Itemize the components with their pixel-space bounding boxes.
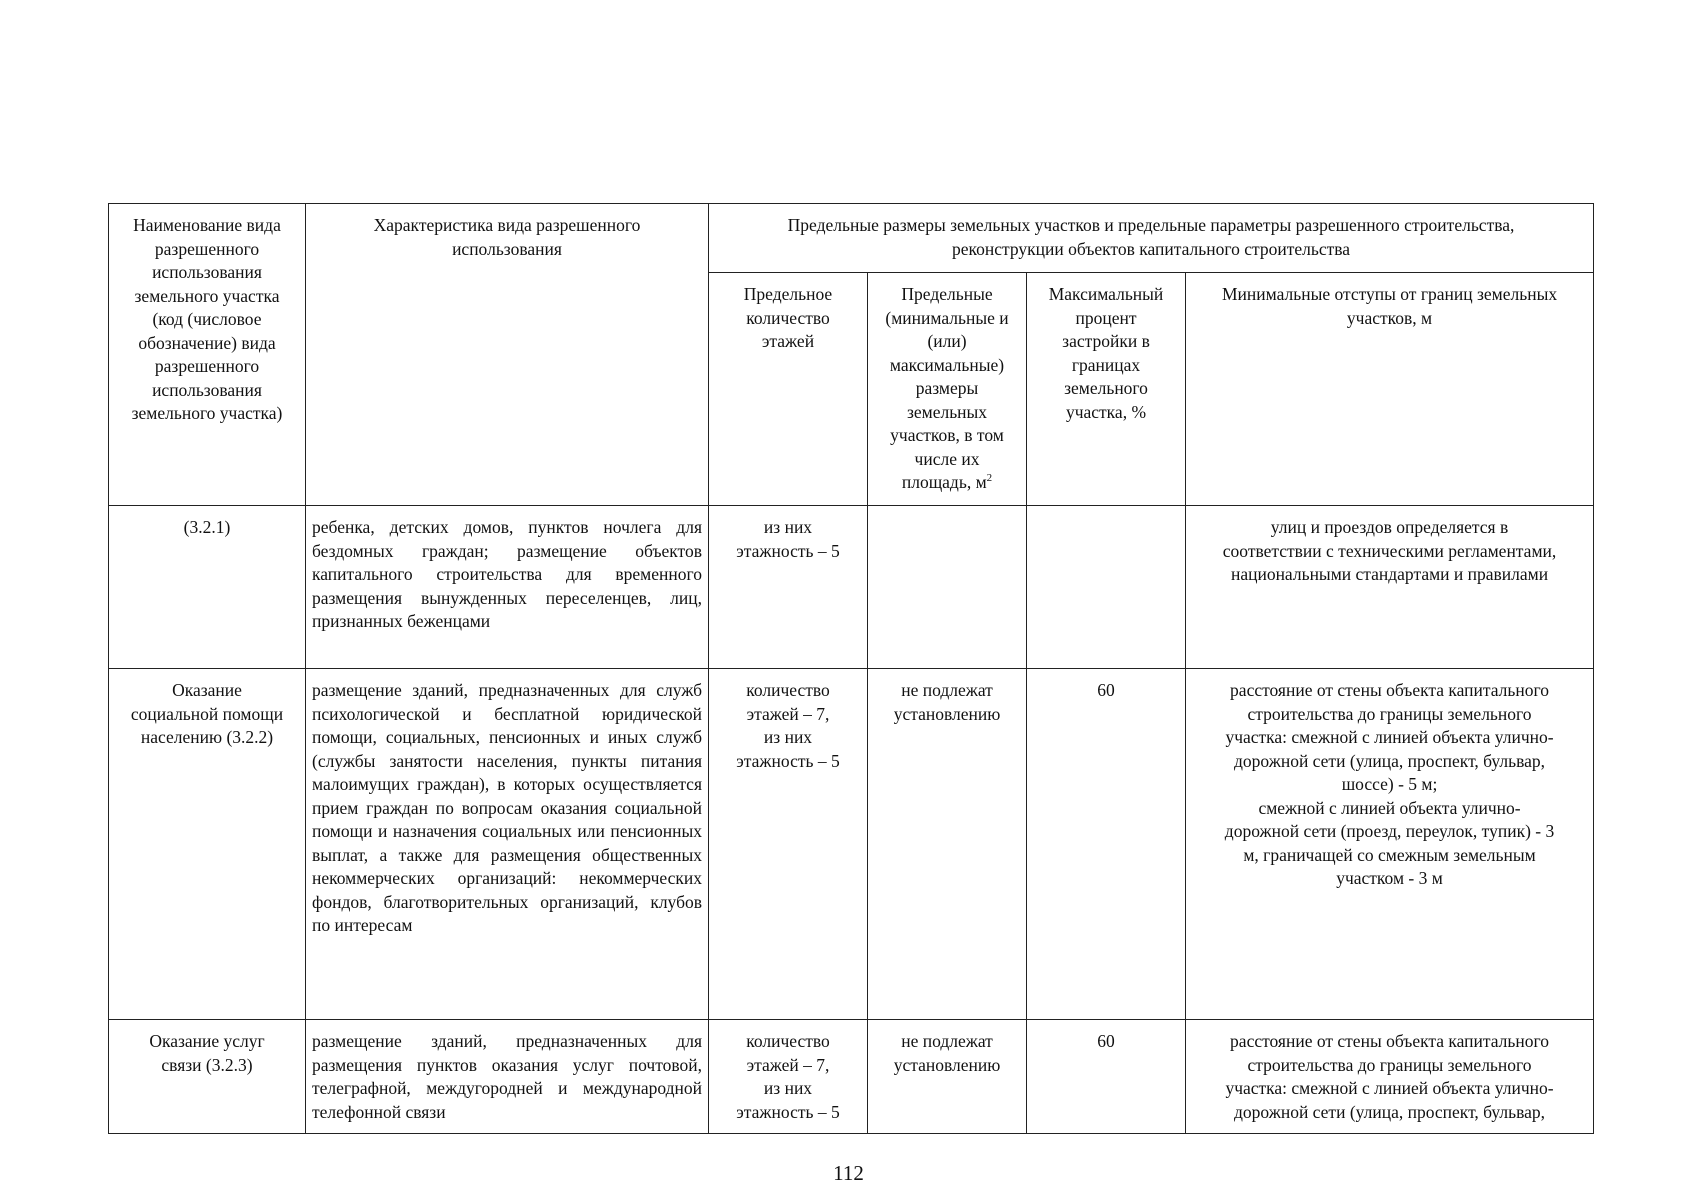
page-number: 112 xyxy=(833,1161,864,1185)
row-setbacks: расстояние от стены объекта капитального строительства до границы земельного участка: смежной с линией объекта улично- дорожной сети (улица, проспект, бульвар, xyxy=(1186,1020,1594,1134)
row-plot-size: не подлежат установлению xyxy=(868,1020,1027,1134)
table-row xyxy=(109,669,1594,1020)
row-coverage: 60 xyxy=(1027,1020,1186,1134)
row-setbacks: улиц и проездов определяется в соответствии с техническими регламентами, национальными стандартами и правилами xyxy=(1186,506,1594,669)
header-max-floors: Предельное количество этажей xyxy=(709,273,868,506)
row-description: ребенка, детских домов, пунктов ночлега для бездомных граждан; размещение объектов капитального строительства для временного размещения вынужденных переселенцев, лиц, признанных беженцами xyxy=(306,506,709,669)
row-description: размещение зданий, предназначенных для служб психологической и бесплатной юридической помощи, социальных, пенсионных и иных служб (службы занятости населения, пункты питания малоимущих граждан), в которых осуществляется прием граждан по вопросам оказания социальной помощи и назначения социальных или пенсионных выплат, а также для размещения общественных некоммерческих организаций: некоммерческих фондов, благотворительных организаций, клубов по интересам xyxy=(306,669,709,1020)
zoning-regulations-table xyxy=(108,203,1594,1134)
header-limit-parameters-group: Предельные размеры земельных участков и предельные параметры разрешенного строительства, реконструкции объектов капитального строительства xyxy=(709,204,1594,273)
header-min-setbacks: Минимальные отступы от границ земельных участков, м xyxy=(1186,273,1594,506)
row-coverage: 60 xyxy=(1027,669,1186,1020)
row-setbacks: расстояние от стены объекта капитального строительства до границы земельного участка: смежной с линией объекта улично- дорожной сети (улица, проспект, бульвар, шоссе) - 5 м; смежной с линией объекта улично- дорожной сети (проезд, переулок, тупик) - 3 м, граничащей со смежным земельным участком - 3 м xyxy=(1186,669,1594,1020)
row-floors: количество этажей – 7, из них этажность – 5 xyxy=(709,669,868,1020)
row-coverage xyxy=(1027,506,1186,669)
header-plot-size-superscript: 2 xyxy=(986,472,993,485)
table-row xyxy=(109,506,1594,669)
row-floors: из них этажность – 5 xyxy=(709,506,868,669)
header-land-use-characteristics: Характеристика вида разрешенного использования xyxy=(306,204,709,506)
row-plot-size: не подлежат установлению xyxy=(868,669,1027,1020)
header-plot-size xyxy=(868,273,1027,506)
row-floors: количество этажей – 7, из них этажность – 5 xyxy=(709,1020,868,1134)
header-plot-size-text: Предельные (минимальные и (или) максимальные) размеры земельных участков, в том числе их площадь, м xyxy=(885,284,1009,492)
table-header-row xyxy=(109,204,1594,273)
row-land-use-name: Оказание услуг связи (3.2.3) xyxy=(109,1020,306,1134)
header-land-use-name: Наименование вида разрешенного использования земельного участка (код (числовое обозначение) вида разрешенного использования земельного участка) xyxy=(109,204,306,506)
table-row xyxy=(109,1020,1594,1134)
header-max-coverage: Максимальный процент застройки в границах земельного участка, % xyxy=(1027,273,1186,506)
row-land-use-name: (3.2.1) xyxy=(109,506,306,669)
row-plot-size xyxy=(868,506,1027,669)
row-land-use-name: Оказание социальной помощи населению (3.2.2) xyxy=(109,669,306,1020)
row-description: размещение зданий, предназначенных для размещения пунктов оказания услуг почтовой, телеграфной, междугородней и международной телефонной связи xyxy=(306,1020,709,1134)
